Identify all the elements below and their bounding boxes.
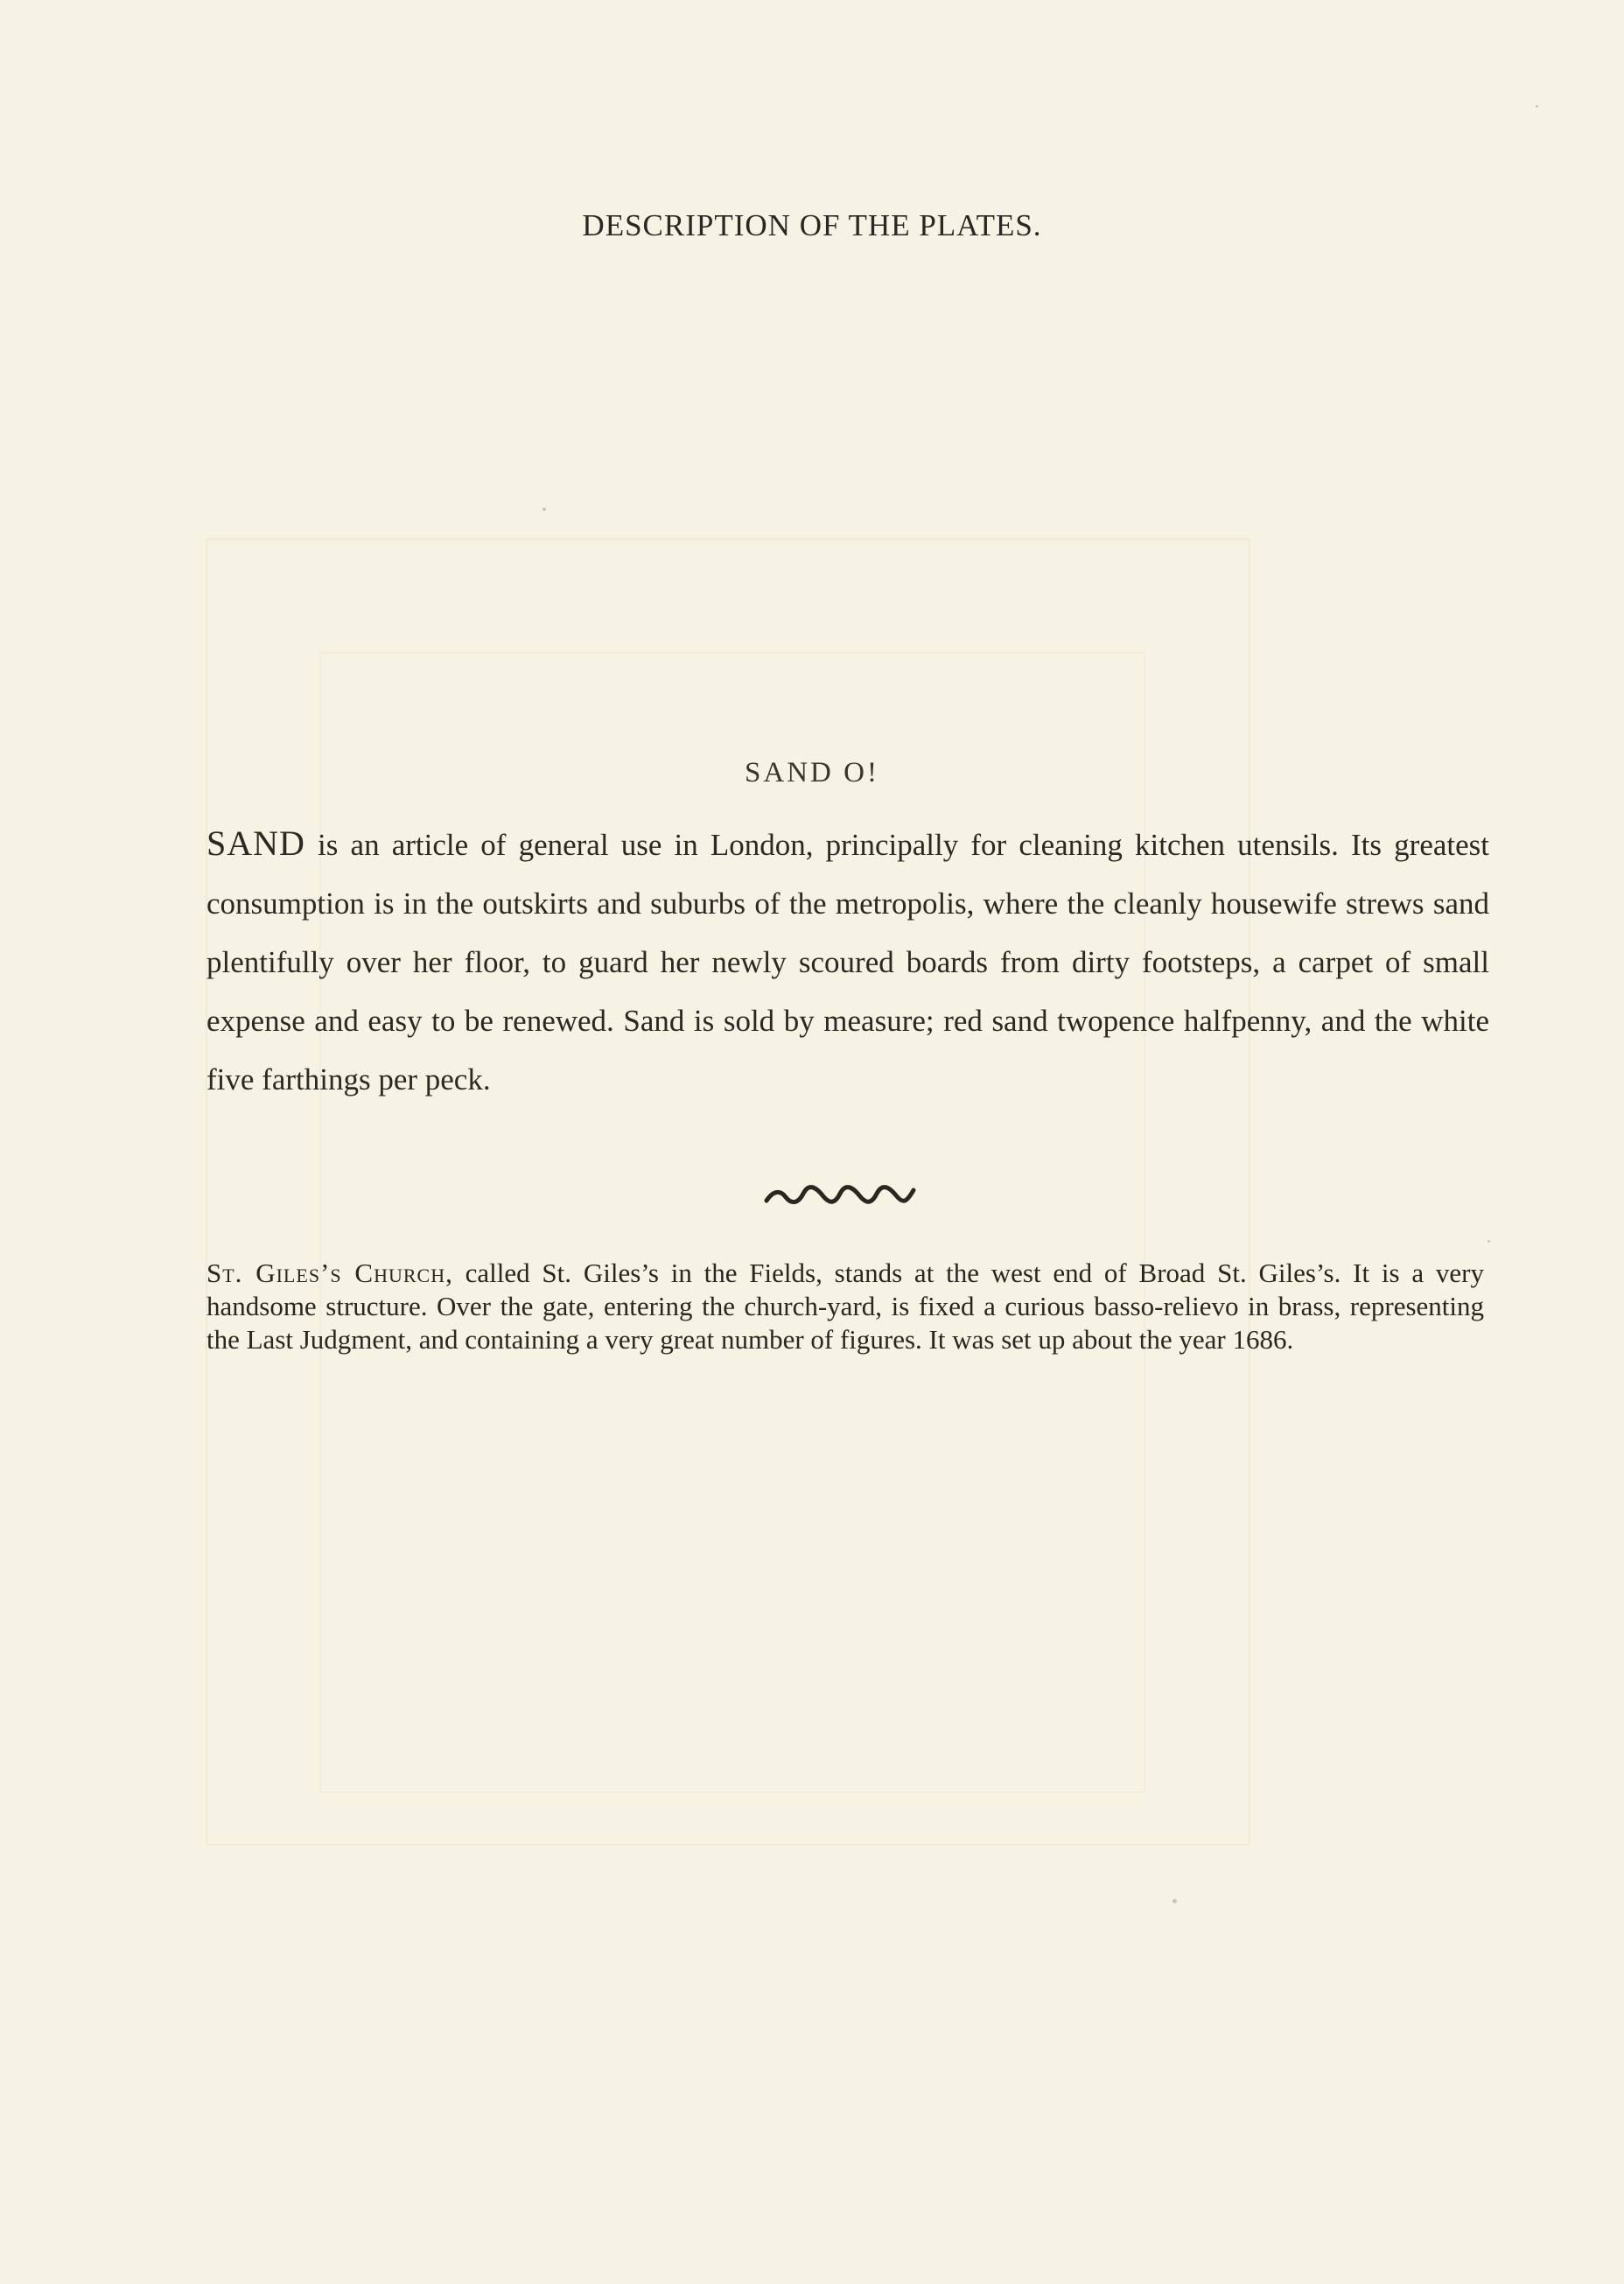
paper-speck [1488,1240,1490,1243]
paper-speck [1536,105,1538,108]
plate-title: SAND O! [745,757,879,788]
church-note-body: called St. Giles’s in the Fields, stands at the west end of Broad St. Giles’s. It is a very handsome structure. Over the gate, entering the church-yard, is fixed a curious basso-relievo in brass, representing the Last Judgment, and containing a very great number of figures. It was set up about the year 1686. [206,1258,1484,1355]
wavy-divider-icon [761,1185,919,1206]
main-paragraph-lead: SAND [206,823,305,863]
page-header: DESCRIPTION OF THE PLATES. [582,208,1042,242]
paper-speck [542,508,546,511]
church-note-subject: St. Giles’s Church, [206,1258,453,1288]
paper-speck [1172,1899,1177,1903]
main-paragraph [206,814,1489,1109]
main-paragraph-body: is an article of general use in London, principally for cleaning kitchen utensils. Its greatest consumption is in the outskirts and suburbs of the metropolis, where the cleanly housewife strews sand plentifully over her floor, to guard her newly scoured boards from dirty footsteps, a carpet of small expense and easy to be renewed. Sand is sold by measure; red sand twopence halfpenny, and the white five farthings per peck. [206,828,1489,1096]
church-note [206,1257,1484,1356]
